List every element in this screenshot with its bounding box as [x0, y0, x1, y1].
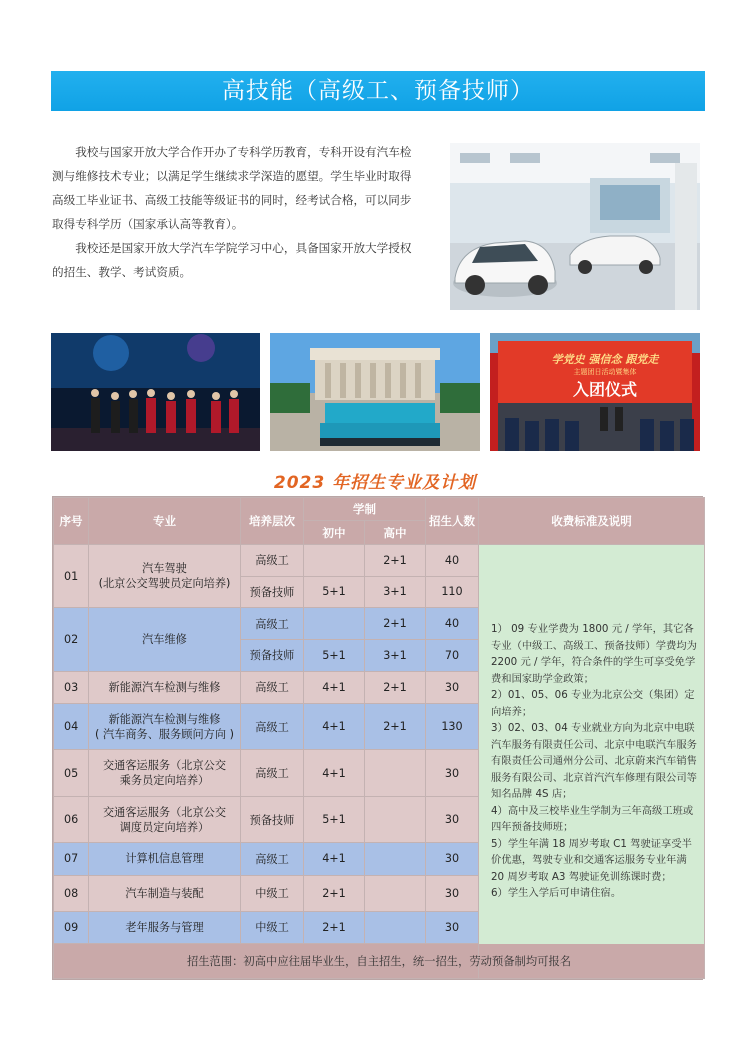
header-junior: 初中: [304, 521, 365, 544]
header-fees: 收费标准及说明: [479, 498, 705, 545]
major-line: 交通客运服务（北京公交: [102, 759, 227, 773]
ceremony-banner-line-3: 入团仪式: [572, 380, 637, 399]
row-senior: [365, 750, 426, 797]
header-seq: 序号: [54, 498, 89, 545]
enrollment-table: [52, 496, 703, 980]
fee-note: 5）学生年满 18 周岁考取 C1 驾驶证享受半价优惠，驾驶专业和交通客运服务专业年满 20 周岁考取 A3 驾驶证免训练课时费；: [491, 837, 692, 883]
page-banner-title: 高技能（高级工、预备技师）: [51, 71, 705, 111]
row-seq: 07: [54, 843, 89, 876]
fee-note: 4）高中及三校毕业生学制为三年高级工班或四年预备技师班；: [491, 804, 694, 834]
enrollment-scope: 招生范围：初高中应往届毕业生，自主招生，统一招生，劳动预备制均可报名: [54, 944, 705, 979]
row-junior: 4+1: [304, 704, 365, 750]
header-duration: 学制: [304, 498, 426, 521]
table-footer-row: [54, 944, 705, 979]
row-count: 70: [426, 639, 479, 671]
row-count: 30: [426, 843, 479, 876]
fee-notes: [479, 544, 705, 978]
row-senior: [365, 875, 426, 911]
group-photo: [270, 333, 480, 451]
stage-performance-photo: [51, 333, 260, 451]
major-line: ( 汽车商务、服务顾问方向 ): [95, 727, 234, 741]
row-senior: 2+1: [365, 671, 426, 704]
row-level: 中级工: [241, 911, 304, 944]
row-major: [89, 544, 241, 607]
row-level: 高级工: [241, 544, 304, 576]
row-senior: [365, 797, 426, 843]
fee-note: 3）02、03、04 专业就业方向为北京中电联汽车服务有限责任公司、北京中电联汽车服务有限责任公司通州分公司、北京蔚来汽车销售服务有限公司、北京首汽汽车修理有限公司等知名品牌 4S 店；: [491, 722, 697, 801]
row-count: 30: [426, 750, 479, 797]
row-senior: 2+1: [365, 704, 426, 750]
row-junior: 4+1: [304, 671, 365, 704]
row-level: 高级工: [241, 750, 304, 797]
row-count: 30: [426, 911, 479, 944]
major-line: 新能源汽车检测与维修: [108, 712, 221, 726]
ceremony-banner-line-1: 学党史 强信念 跟党走: [551, 353, 659, 366]
row-senior: 3+1: [365, 576, 426, 608]
intro-paragraph: 我校与国家开放大学合作开办了专科学历教育，专科开设有汽车检测与维修技术专业；以满足学生继续求学深造的愿望。学生毕业时取得高级工毕业证书、高级工技能等级证书的同时，经考试合格，可以同步取得专科学历（国家承认高等教育）。: [52, 145, 412, 231]
row-major: [89, 671, 241, 704]
row-count: 110: [426, 576, 479, 608]
row-senior: [365, 843, 426, 876]
row-senior: 2+1: [365, 544, 426, 576]
row-seq: 06: [54, 797, 89, 843]
major-line: 新能源汽车检测与维修: [108, 680, 221, 694]
fee-note: 2）01、05、06 专业为北京公交（集团）定向培养；: [491, 689, 695, 718]
fee-note: 6）学生入学后可申请住宿。: [491, 887, 622, 900]
row-seq: 09: [54, 911, 89, 944]
row-seq: 03: [54, 671, 89, 704]
row-count: 30: [426, 671, 479, 704]
row-major: [89, 875, 241, 911]
row-level: 预备技师: [241, 797, 304, 843]
ceremony-banner-line-2: 主题团日活动暨集体: [573, 368, 637, 376]
major-line: 汽车制造与装配: [125, 886, 204, 900]
car-showroom-photo: [450, 143, 700, 310]
major-line: 交通客运服务（北京公交: [102, 805, 227, 819]
row-count: 30: [426, 797, 479, 843]
major-line: 计算机信息管理: [125, 852, 204, 866]
major-line: 老年服务与管理: [125, 920, 204, 934]
header-level: 培养层次: [241, 498, 304, 545]
row-major: [89, 911, 241, 944]
row-seq: 08: [54, 875, 89, 911]
row-senior: [365, 911, 426, 944]
row-junior: 2+1: [304, 875, 365, 911]
row-junior: 4+1: [304, 843, 365, 876]
row-junior: 5+1: [304, 576, 365, 608]
row-level: 预备技师: [241, 576, 304, 608]
major-line: 乘务员定向培养）: [119, 774, 210, 788]
row-level: 高级工: [241, 704, 304, 750]
fee-note: 1） 09 专业学费为 1800 元 / 学年，其它各专业（中级工、高级工、预备技师）学费均为 2200 元 / 学年，符合条件的学生可享受免学费和国家助学金政策；: [491, 623, 697, 685]
row-senior: 3+1: [365, 639, 426, 671]
row-junior: [304, 608, 365, 640]
row-seq: 05: [54, 750, 89, 797]
row-count: 40: [426, 544, 479, 576]
intro-text: [52, 140, 412, 284]
row-senior: 2+1: [365, 608, 426, 640]
row-major: [89, 843, 241, 876]
row-junior: 5+1: [304, 639, 365, 671]
row-level: 高级工: [241, 608, 304, 640]
header-enrollment: 招生人数: [426, 498, 479, 545]
row-junior: [304, 544, 365, 576]
intro-paragraph: 我校还是国家开放大学汽车学院学习中心，具备国家开放大学授权的招生、教学、考试资质。: [52, 241, 412, 279]
ceremony-photo: [490, 333, 700, 451]
row-seq: 01: [54, 544, 89, 607]
row-junior: 4+1: [304, 750, 365, 797]
row-count: 130: [426, 704, 479, 750]
row-level: 高级工: [241, 671, 304, 704]
row-seq: 04: [54, 704, 89, 750]
row-level: 高级工: [241, 843, 304, 876]
major-line: 调度员定向培养）: [119, 820, 210, 834]
major-line: 汽车驾驶: [142, 562, 187, 576]
row-level: 中级工: [241, 875, 304, 911]
row-major: [89, 750, 241, 797]
row-level: 预备技师: [241, 639, 304, 671]
section-title: 2023 年招生专业及计划: [273, 473, 477, 493]
major-line: 汽车维修: [142, 632, 187, 646]
major-line: (北京公交驾驶员定向培养): [98, 577, 231, 591]
row-major: [89, 704, 241, 750]
row-junior: 2+1: [304, 911, 365, 944]
header-senior: 高中: [365, 521, 426, 544]
header-major: 专业: [89, 498, 241, 545]
row-count: 40: [426, 608, 479, 640]
row-major: [89, 797, 241, 843]
row-major: [89, 608, 241, 671]
row-count: 30: [426, 875, 479, 911]
row-seq: 02: [54, 608, 89, 671]
table-row: [54, 544, 705, 576]
row-junior: 5+1: [304, 797, 365, 843]
